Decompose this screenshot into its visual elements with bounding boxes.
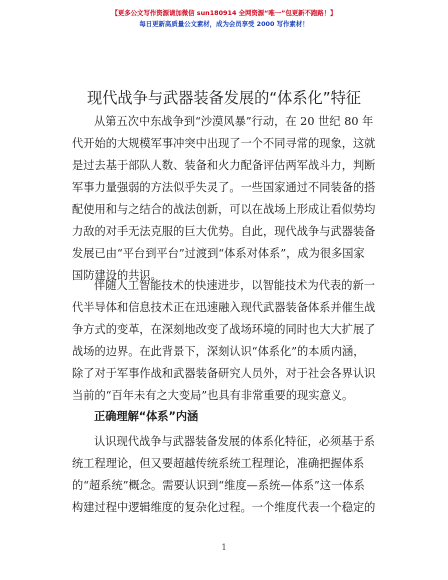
paragraph-line: 当前的“百年未有之大变局”也具有非常重要的现实意义。 [72,389,354,402]
paragraph-line: 配使用和与之结合的战法创新，可以在战场上形成让看似势均 [72,203,376,216]
paragraph-line: 从第五次中东战争到“沙漠风暴”行动，在 20 世纪 80 年 [94,115,374,128]
section-heading: 正确理解“体系”内涵 [94,410,199,423]
paragraph-1 [72,111,382,287]
paragraph-line: 伴随人工智能技术的快速进步，以智能技术为代表的新一 [94,279,375,292]
paragraph-line: 发展已由“平台到平台”过渡到“体系对体系”，成为很多国家 [72,247,365,260]
paragraph-line: 代开始的大规模军事冲突中出现了一个不同寻常的现象，这就 [72,137,376,150]
page-number: 1 [221,543,227,552]
paragraph-line: 国防建设的共识。 [72,269,162,282]
paragraph-line: 争方式的变革，在深刻地改变了战场环境的同时也大大扩展了 [72,323,376,336]
paragraph-line: 除了对于军事作战和武器装备研究人员外，对于社会各界认识 [72,367,376,380]
banner-line-2: 每日更新高质量公文素材，成为会员享受 2000 写作素材！ [139,20,309,28]
paragraph-line: 军事力量强弱的方法似乎失灵了。一些国家通过不同装备的搭 [72,181,376,194]
paragraph-line: 的“超系统”概念。需要认识到“维度—系统—体系”这一体系 [72,479,365,492]
paragraph-line: 代半导体和信息技术正在迅速融入现代武器装备体系并催生战 [72,301,376,314]
document-title: 现代战争与武器装备发展的“体系化”特征 [87,89,361,107]
paragraph-2 [72,275,382,407]
paragraph-line: 力敌的对手无法克服的巨大优势。自此，现代战争与武器装备 [72,225,376,238]
promo-banner [0,9,448,29]
paragraph-line: 认识现代战争与武器装备发展的体系化特征，必须基于系 [94,435,375,448]
paragraph-line: 构建过程中逻辑维度的复杂化过程。一个维度代表一个稳定的 [72,501,376,514]
paragraph-3 [72,431,382,519]
paragraph-line: 战场的边界。在此背景下，深刻认识“体系化”的本质内涵， [72,345,365,358]
banner-line-1: 【更多公文写作资源请加微信 sun180914 全网资源“唯一”包更新不跑路！】 [111,9,337,17]
paragraph-line: 是过去基于部队人数、装备和火力配备评估两军战斗力，判断 [72,159,376,172]
paragraph-line: 统工程理论，但又要超越传统系统工程理论，准确把握体系 [72,457,365,470]
